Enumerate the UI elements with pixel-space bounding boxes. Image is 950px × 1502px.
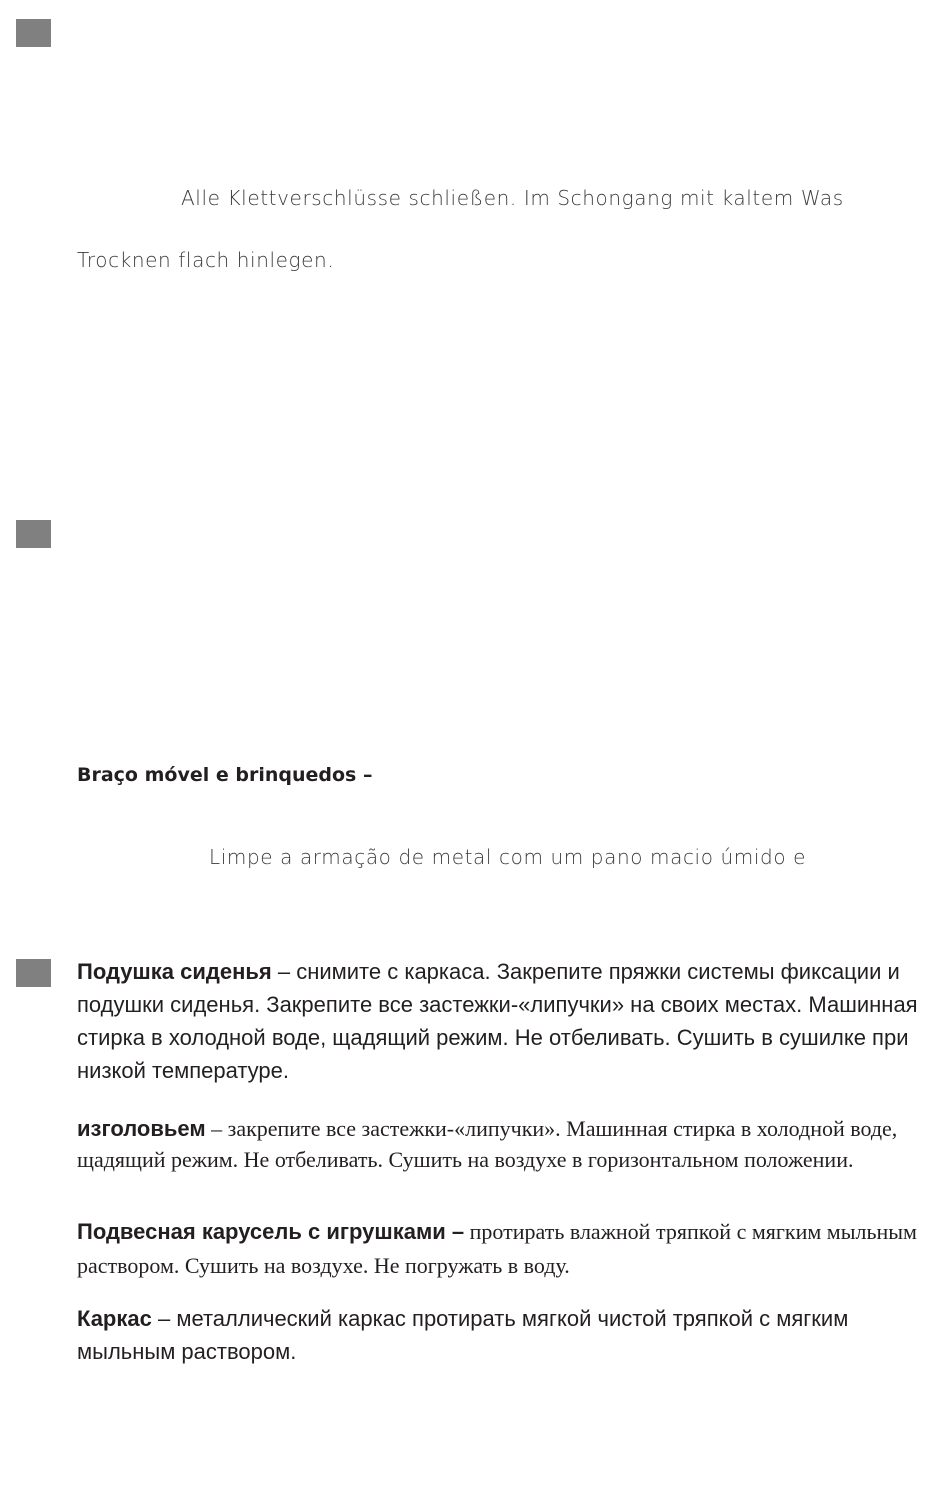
german-instruction-line-1: Alle Klettverschlüsse schließen. Im Schongang mit kaltem Was [181, 186, 844, 210]
headrest-heading: изголовьем [77, 1116, 206, 1141]
headrest-body: – закрепите все застежки-«липучки». Машинная стирка в холодной воде, щадящий режим. Не отбеливать. Сушить на воздухе в горизонтальном положении. [77, 1116, 898, 1172]
seat-cushion-paragraph [77, 955, 937, 1087]
mobile-body: протирать влажной тряпкой с мягким мыльным раствором. Сушить на воздухе. Не погружать в воду. [77, 1219, 917, 1278]
mobile-paragraph [77, 1215, 937, 1283]
portuguese-mobile-heading: Braço móvel e brinquedos – [77, 764, 373, 786]
german-instruction-line-2: Trocknen flach hinlegen. [77, 248, 335, 272]
portuguese-mobile-body: Limpe a armação de metal com um pano macio úmido e [209, 845, 807, 869]
frame-heading: Каркас [77, 1306, 152, 1331]
section-marker-top [16, 19, 51, 47]
frame-paragraph [77, 1302, 937, 1368]
headrest-paragraph [77, 1114, 937, 1175]
seat-cushion-body: – снимите с каркаса. Закрепите пряжки системы фиксации и подушки сиденья. Закрепите все застежки-«липучки» на своих местах. Машинная стирка в холодной воде, щадящий режим. Не отбеливать. Сушить в сушилке при низкой температуре. [77, 959, 918, 1083]
section-marker-middle [16, 520, 51, 548]
mobile-heading: Подвесная карусель с игрушками – [77, 1219, 465, 1244]
section-marker-bottom [16, 959, 51, 987]
frame-body: – металлический каркас протирать мягкой чистой тряпкой с мягким мыльным раствором. [77, 1306, 849, 1364]
seat-cushion-heading: Подушка сиденья [77, 959, 272, 984]
